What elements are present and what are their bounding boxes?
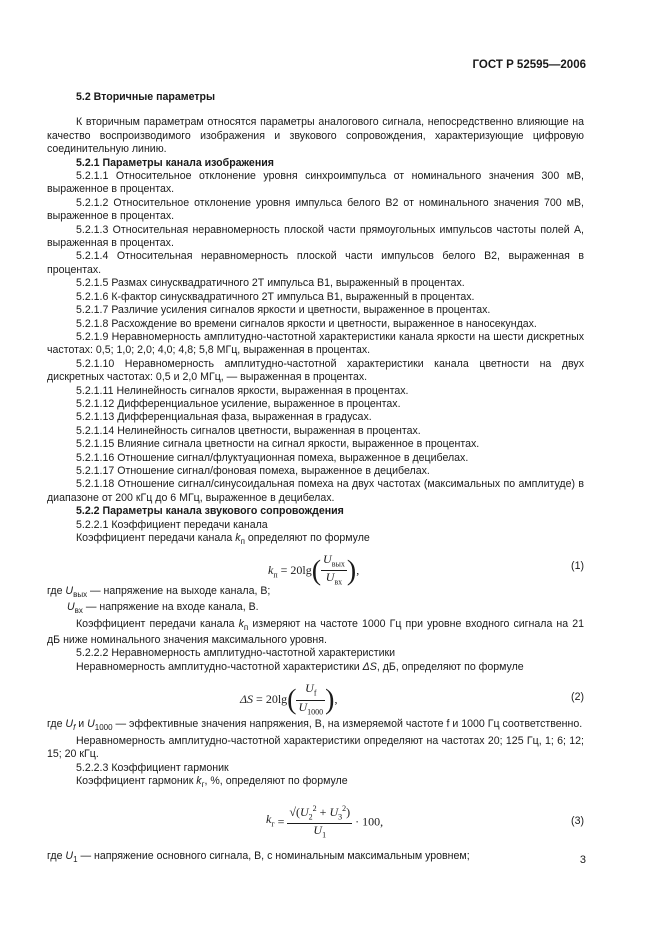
list-item: 5.2.1.10 Неравномерность амплитудно-частотной характеристики канала цветности на двух дискретных частотах: 0,5 и 2,0 МГц, — выраженная в процентах.: [47, 357, 584, 384]
subsection-title-audio: 5.2.2 Параметры канала звукового сопровождения: [76, 505, 344, 518]
definition-u-in: $U_{вх}$ — напряжение на входе канала, В.: [67, 601, 259, 616]
list-item: 5.2.1.2 Относительное отклонение уровня импульса белого В2 от номинального значения 700 мВ, выраженное в процентах.: [47, 196, 584, 223]
definition-u-out: где $U_{вых}$ — напряжение на выходе канала, В;: [47, 584, 271, 599]
list-item: 5.2.1.9 Неравномерность амплитудно-частотной характеристики канала яркости на шести дискретных частотах: 0,5; 1,0; 2,0; 4,0; 4,8; 5,8 МГц, выраженная в процентах.: [47, 330, 584, 357]
formula-number: (2): [571, 691, 584, 704]
definition-u1: где $U_1$ — напряжение основного сигнала, В, с номинальным максимальным уровнем;: [47, 849, 470, 864]
list-item: 5.2.1.18 Отношение сигнал/синусоидальная помеха на двух частотах (максимальных по амплитуде) в диапазоне от 200 кГц до 6 МГц, выраженное в децибелах.: [47, 478, 584, 504]
list-item: 5.2.1.14 Нелинейность сигналов цветности, выраженная в процентах.: [76, 424, 421, 437]
formula-2: ΔS = 20lg( $\frac{U_f}{U_{1000}}$ ), (2): [240, 681, 584, 717]
formula-1: $k_п = 20\lg$( $\frac{U_{вых}}{U_{вх}}$ ), (1): [268, 551, 584, 587]
list-item: 5.2.1.15 Влияние сигнала цветности на сигнал яркости, выраженное в процентах.: [76, 438, 480, 451]
list-item: 5.2.1.17 Отношение сигнал/фоновая помеха, выраженное в децибелах.: [76, 464, 430, 477]
page-number: 3: [579, 853, 586, 866]
paragraph-2221: 5.2.2.1 Коэффициент передачи канала: [76, 518, 268, 531]
formula-number: (3): [571, 814, 584, 827]
paragraph-2223-text: Коэффициент гармоник $k_г$, %, определяют по формуле: [76, 775, 348, 790]
list-item: 5.2.1.1 Относительное отклонение уровня синхроимпульса от номинального значения 300 мВ, выраженное в процентах.: [47, 170, 584, 196]
list-item: 5.2.1.12 Дифференциальное усиление, выраженное в процентах.: [76, 397, 401, 410]
paragraph-2222-text: Неравномерность амплитудно-частотной характеристики ΔS, дБ, определяют по формуле: [76, 660, 524, 673]
list-item: 5.2.1.5 Размах синусквадратичного 2Т импульса В1, выраженный в процентах.: [76, 277, 465, 290]
paragraph-2221-text: Коэффициент передачи канала $k_п$ определяют по формуле: [76, 532, 370, 547]
list-item: 5.2.1.16 Отношение сигнал/флуктуационная помеха, выраженное в децибелах.: [76, 451, 469, 464]
formula-3: $k_г$ = $\frac{√(U_2^2 + U_3^2)}{U_1}$ · 100, (3): [266, 803, 584, 840]
list-item: 5.2.1.11 Нелинейность сигналов яркости, выраженная в процентах.: [76, 384, 409, 397]
subsection-title-video: 5.2.1 Параметры канала изображения: [76, 156, 274, 169]
video-parameter-list: [47, 170, 584, 505]
section-title: 5.2 Вторичные параметры: [76, 91, 216, 103]
list-item: 5.2.1.6 К-фактор синусквадратичного 2Т импульса В1, выраженный в процентах.: [76, 290, 475, 303]
paragraph-2222: 5.2.2.2 Неравномерность амплитудно-частотной характеристики: [76, 647, 396, 660]
list-item: 5.2.1.7 Различие усиления сигналов яркости и цветности, выраженное в процентах.: [76, 304, 491, 317]
list-item: 5.2.1.4 Относительная неравномерность плоской части импульсов белого В2, выраженная в процентах.: [47, 250, 584, 276]
page-content: [47, 91, 584, 866]
formula-number: (1): [571, 559, 584, 572]
list-item: 5.2.1.8 Расхождение во времени сигналов яркости и цветности, выраженное в наносекундах.: [76, 317, 537, 330]
document-header: ГОСТ Р 52595—2006: [472, 59, 586, 71]
intro-paragraph: К вторичным параметрам относятся параметры аналогового сигнала, непосредственно влияющие на качество воспроизводимого изображения и звукового сопровождения, характеризующие цифровую соединительную линию.: [47, 116, 584, 156]
list-item: 5.2.1.13 Дифференциальная фаза, выраженная в градусах.: [76, 411, 372, 424]
paragraph-measure: Коэффициент передачи канала $k_п$ измеряют на частоте 1000 Гц при уровне входного сигнала на 21 дБ ниже номинального значения максимального уровня.: [47, 617, 584, 647]
list-item: 5.2.1.3 Относительная неравномерность плоской части прямоугольных импульсов частоты полей А, выраженная в процентах.: [47, 223, 584, 250]
paragraph-frequencies: Неравномерность амплитудно-частотной характеристики определяют на частотах 20; 125 Гц, 1; 6; 12; 15; 20 кГц.: [47, 734, 584, 761]
definition-uf: где $U_f$ и $U_{1000}$ — эффективные значения напряжения, В, на измеряемой частоте f и 1000 Гц соответственно.: [47, 718, 583, 733]
paragraph-2223: 5.2.2.3 Коэффициент гармоник: [76, 761, 229, 774]
